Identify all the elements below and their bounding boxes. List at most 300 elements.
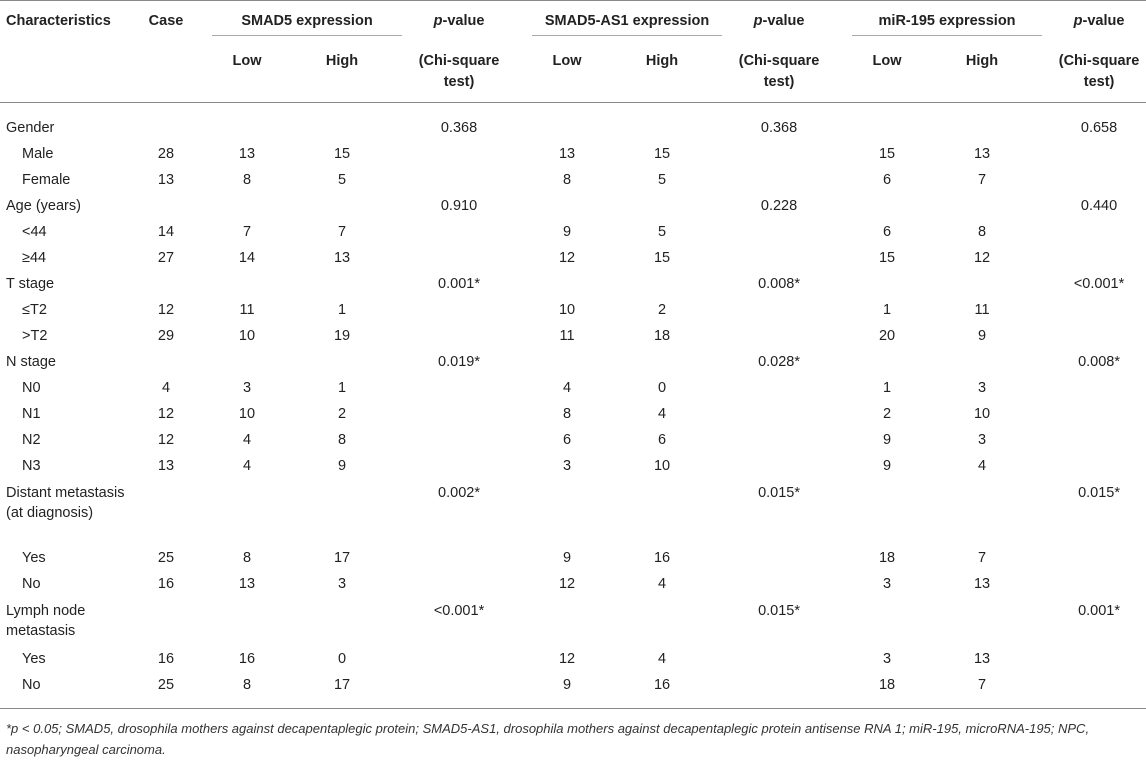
cell-s-low: 13: [238, 146, 256, 162]
cell-case: 4: [161, 380, 171, 396]
cell-s-high: 15: [333, 146, 351, 162]
row-label: Yes: [22, 550, 46, 566]
cell-s-low: 11: [239, 302, 255, 318]
spacer-cell: [836, 167, 852, 193]
rule-cell: [602, 698, 722, 709]
cell-m-high: 4: [978, 458, 987, 474]
cell-s-p: [402, 375, 516, 401]
spacer-cell: [516, 271, 532, 297]
spacer-cell: [196, 167, 212, 193]
cell-s-low: 16: [238, 651, 256, 667]
cell-a-p: [722, 323, 836, 349]
spacer-cell: [836, 427, 852, 453]
cell-m-low: 1: [882, 302, 892, 318]
cell-a-low: 8: [562, 406, 572, 422]
spacer-cell: [516, 427, 532, 453]
spacer-cell: [196, 103, 212, 142]
spacer-cell: [836, 323, 852, 349]
spacer-cell: [516, 245, 532, 271]
cell-m-low: 9: [882, 458, 892, 474]
cell-s-high: [282, 479, 402, 545]
cell-m-low: 3: [882, 651, 892, 667]
cell-s-high: 8: [337, 432, 347, 448]
cell-m-p: [1042, 167, 1146, 193]
table-row: [0, 427, 1146, 453]
cell-a-high: 0: [657, 380, 667, 396]
table-row: [0, 271, 1146, 297]
cell-a-high: 16: [653, 550, 671, 566]
spacer-cell: [516, 479, 532, 545]
cell-m-p: [1042, 375, 1146, 401]
cell-a-p: [722, 453, 836, 479]
cell-s-p: [402, 219, 516, 245]
spacer-cell: [196, 427, 212, 453]
cell-m-high: 11: [974, 302, 990, 318]
cell-a-low: 6: [562, 432, 572, 448]
bottom-rule: [0, 698, 1146, 709]
cell-m-p: 0.008*: [1078, 354, 1121, 370]
row-label: Yes: [22, 651, 46, 667]
cell-a-p: 0.008*: [758, 276, 800, 292]
spacer-cell: [516, 193, 532, 219]
cell-a-low: 4: [562, 380, 572, 396]
cell-a-high: 5: [657, 172, 667, 188]
cell-a-high: 4: [657, 406, 667, 422]
spacer-cell: [516, 571, 532, 597]
cell-a-low: 8: [562, 172, 572, 188]
rule-cell: [136, 698, 196, 709]
spacer-cell: [516, 545, 532, 571]
header-mir195-high: High: [922, 36, 1042, 103]
spacer-cell: [516, 401, 532, 427]
spacer-cell: [196, 141, 212, 167]
header-smad5-as1-low: Low: [532, 36, 602, 103]
cell-a-p: 0.368: [760, 120, 798, 136]
table-row: [0, 219, 1146, 245]
cell-s-high: [282, 597, 402, 646]
rule-cell: [196, 698, 212, 709]
cell-case: 12: [157, 406, 175, 422]
cell-m-low: 15: [878, 146, 896, 162]
spacer-cell: [836, 219, 852, 245]
cell-s-low: 8: [242, 550, 252, 566]
cell-s-high: [282, 349, 402, 375]
row-label: Age (years): [6, 198, 81, 214]
header-row-1: [0, 1, 1146, 36]
cell-m-low: 15: [878, 250, 896, 266]
cell-a-low: 13: [558, 146, 576, 162]
cell-m-low: [852, 103, 922, 142]
row-label: N3: [22, 458, 41, 474]
cell-s-high: [282, 271, 402, 297]
cell-s-low: [212, 193, 282, 219]
rule-cell: [922, 698, 1042, 709]
cell-m-high: 7: [978, 172, 987, 188]
cell-m-high: 7: [978, 550, 987, 566]
spacer-cell: [516, 141, 532, 167]
header-p-value-mir195: p-value: [1073, 13, 1125, 29]
rule-cell: [0, 698, 136, 709]
cell-s-low: 8: [242, 677, 252, 693]
cell-a-p: [722, 219, 836, 245]
cell-a-high: 2: [657, 302, 667, 318]
cell-s-low: 10: [238, 328, 256, 344]
cell-m-p: 0.658: [1080, 120, 1118, 136]
cell-m-p: <0.001*: [1073, 276, 1125, 292]
cell-case: 13: [157, 458, 175, 474]
cell-a-low: 11: [559, 328, 575, 344]
cell-case: 12: [157, 302, 175, 318]
cell-case: 16: [157, 651, 175, 667]
cell-s-low: 13: [238, 576, 256, 592]
table-row: [0, 167, 1146, 193]
cell-s-low: 7: [242, 224, 252, 240]
cell-m-low: [852, 479, 922, 545]
cell-a-p: 0.015*: [758, 603, 800, 619]
header-p-value-smad5: p-value: [433, 13, 485, 29]
cell-a-p: [722, 375, 836, 401]
cell-s-p: [402, 167, 516, 193]
cell-a-p: [722, 141, 836, 167]
table-row: [0, 103, 1146, 142]
spacer-cell: [836, 245, 852, 271]
table-row: [0, 375, 1146, 401]
cell-m-high: 10: [973, 406, 991, 422]
cell-a-high: 6: [657, 432, 667, 448]
cell-a-high: 15: [653, 146, 671, 162]
table-row: [0, 323, 1146, 349]
row-label: N2: [22, 432, 41, 448]
cell-a-high: [602, 597, 722, 646]
spacer-cell: [836, 571, 852, 597]
cell-s-high: 17: [333, 550, 351, 566]
spacer-cell: [836, 545, 852, 571]
spacer-cell: [516, 672, 532, 698]
spacer-cell: [516, 167, 532, 193]
cell-s-high: 3: [337, 576, 347, 592]
spacer-cell: [196, 271, 212, 297]
cell-m-high: [922, 349, 1042, 375]
cell-s-low: [212, 597, 282, 646]
spacer-cell: [516, 453, 532, 479]
rule-cell: [722, 698, 836, 709]
spacer-cell: [196, 646, 212, 672]
cell-a-p: 0.028*: [758, 354, 800, 370]
cell-s-low: 4: [242, 458, 252, 474]
rule-cell: [402, 698, 516, 709]
cell-case: [136, 271, 196, 297]
row-label: N0: [22, 380, 41, 396]
cell-s-p: [402, 545, 516, 571]
cell-s-p: [402, 646, 516, 672]
cell-m-p: [1042, 219, 1146, 245]
header-smad5-as1-high: High: [602, 36, 722, 103]
table-row: [0, 479, 1146, 545]
cell-a-low: 12: [558, 651, 576, 667]
header-mir195-expression: miR-195 expression: [852, 1, 1042, 36]
cell-m-p: [1042, 571, 1146, 597]
cell-m-high: [922, 271, 1042, 297]
spacer-cell: [836, 646, 852, 672]
cell-m-p: [1042, 672, 1146, 698]
cell-a-low: 12: [558, 250, 576, 266]
spacer-cell: [516, 597, 532, 646]
header-characteristics: Characteristics: [6, 13, 111, 29]
cell-s-p: 0.001*: [438, 276, 480, 292]
header-p-value-smad5-as1: p-value: [753, 13, 805, 29]
cell-case: [136, 103, 196, 142]
spacer-cell: [196, 479, 212, 545]
table-row: [0, 141, 1146, 167]
spacer-cell: [196, 401, 212, 427]
cell-case: 25: [157, 550, 175, 566]
cell-m-p: [1042, 323, 1146, 349]
row-label: N stage: [6, 354, 56, 370]
cell-m-high: [922, 597, 1042, 646]
cell-a-low: 9: [562, 550, 572, 566]
cell-a-high: 10: [653, 458, 671, 474]
cell-m-high: [922, 479, 1042, 545]
spacer-cell: [836, 453, 852, 479]
cell-s-low: 10: [238, 406, 256, 422]
cell-case: 16: [157, 576, 175, 592]
spacer-cell: [836, 401, 852, 427]
spacer-cell: [836, 297, 852, 323]
table-row: [0, 349, 1146, 375]
cell-m-high: 13: [973, 146, 991, 162]
cell-a-low: [532, 597, 602, 646]
spacer-cell: [196, 453, 212, 479]
spacer-cell: [836, 597, 852, 646]
cell-m-low: 3: [882, 576, 892, 592]
cell-a-p: [722, 571, 836, 597]
cell-a-p: [722, 297, 836, 323]
cell-s-low: [212, 103, 282, 142]
spacer-cell: [836, 479, 852, 545]
cell-s-low: 3: [242, 380, 252, 396]
table-footnote: [6, 718, 1136, 760]
cell-s-high: 2: [337, 406, 347, 422]
cell-s-p: [402, 297, 516, 323]
header-smad5-as1-chi-square: (Chi-square test): [722, 36, 836, 103]
cell-s-high: 0: [337, 651, 347, 667]
spacer-cell: [196, 672, 212, 698]
spacer-cell: [196, 219, 212, 245]
spacer-cell: [516, 646, 532, 672]
spacer-cell: [836, 141, 852, 167]
cell-m-high: 12: [973, 250, 991, 266]
cell-s-low: 8: [242, 172, 252, 188]
spacer-cell: [196, 297, 212, 323]
cell-m-low: 1: [882, 380, 892, 396]
cell-s-high: 1: [337, 380, 347, 396]
cell-a-high: [602, 103, 722, 142]
spacer-cell: [196, 349, 212, 375]
cell-s-low: [212, 349, 282, 375]
cell-s-low: 14: [238, 250, 256, 266]
cell-m-low: 18: [878, 550, 896, 566]
cell-case: 29: [157, 328, 175, 344]
cell-m-p: [1042, 245, 1146, 271]
row-label: Distant metastasis (at diagnosis): [6, 485, 125, 521]
cell-s-high: 1: [337, 302, 347, 318]
cell-s-p: [402, 427, 516, 453]
rule-cell: [516, 698, 532, 709]
header-smad5-high: High: [282, 36, 402, 103]
rule-cell: [282, 698, 402, 709]
rule-cell: [1042, 698, 1146, 709]
cell-s-low: 4: [242, 432, 252, 448]
cell-m-p: [1042, 297, 1146, 323]
spacer-cell: [196, 375, 212, 401]
spacer-cell: [516, 297, 532, 323]
row-label: Male: [22, 146, 54, 162]
spacer-cell: [196, 245, 212, 271]
cell-a-low: [532, 271, 602, 297]
cell-a-p: [722, 672, 836, 698]
cell-a-low: [532, 193, 602, 219]
cell-m-high: 3: [978, 432, 987, 448]
cell-a-p: [722, 545, 836, 571]
cell-a-high: 4: [657, 651, 667, 667]
cell-m-p: [1042, 545, 1146, 571]
cell-a-p: [722, 427, 836, 453]
cell-m-low: 18: [878, 677, 896, 693]
cell-a-low: 10: [558, 302, 576, 318]
cell-s-p: 0.019*: [438, 354, 480, 370]
row-label: <44: [22, 224, 47, 240]
cell-m-high: [922, 103, 1042, 142]
cell-s-p: [402, 245, 516, 271]
cell-a-low: [532, 349, 602, 375]
row-label: T stage: [6, 276, 55, 292]
cell-s-p: 0.368: [440, 120, 478, 136]
cell-a-high: [602, 479, 722, 545]
cell-s-low: [212, 479, 282, 545]
cell-a-low: 9: [562, 677, 572, 693]
row-label: Female: [22, 172, 71, 188]
cell-m-high: 13: [973, 651, 991, 667]
spacer-cell: [836, 271, 852, 297]
spacer-cell: [516, 103, 532, 142]
cell-case: 14: [157, 224, 175, 240]
cell-s-p: [402, 323, 516, 349]
cell-a-low: [532, 103, 602, 142]
cell-a-high: [602, 271, 722, 297]
row-label: >T2: [22, 328, 48, 344]
header-smad5-chi-square: (Chi-square test): [402, 36, 516, 103]
header-case: Case: [148, 13, 184, 29]
cell-case: [136, 479, 196, 545]
spacer-cell: [836, 103, 852, 142]
rule-cell: [836, 698, 852, 709]
cell-s-p: 0.002*: [438, 485, 480, 501]
cell-s-high: 5: [337, 172, 347, 188]
table-row: [0, 245, 1146, 271]
cell-case: 12: [157, 432, 175, 448]
cell-s-high: [282, 103, 402, 142]
cell-m-high: 9: [978, 328, 987, 344]
cell-case: [136, 597, 196, 646]
row-label: No: [22, 677, 41, 693]
cell-m-p: 0.015*: [1078, 485, 1121, 501]
row-label: Gender: [6, 120, 55, 136]
cell-m-low: 6: [882, 224, 892, 240]
spacer-cell: [516, 375, 532, 401]
cell-m-low: [852, 271, 922, 297]
header-smad5-as1-expression: SMAD5-AS1 expression: [532, 1, 722, 36]
cell-s-high: 9: [337, 458, 347, 474]
row-label: No: [22, 576, 41, 592]
cell-m-p: [1042, 141, 1146, 167]
cell-case: 27: [157, 250, 175, 266]
cell-s-p: [402, 401, 516, 427]
cell-m-p: [1042, 401, 1146, 427]
header-mir195-low: Low: [852, 36, 922, 103]
spacer-cell: [516, 219, 532, 245]
cell-a-p: [722, 167, 836, 193]
table-row: [0, 545, 1146, 571]
cell-a-low: 9: [562, 224, 572, 240]
cell-a-high: 4: [657, 576, 667, 592]
cell-a-high: 5: [657, 224, 667, 240]
cell-a-low: 3: [562, 458, 572, 474]
cell-s-high: [282, 193, 402, 219]
cell-m-high: 13: [973, 576, 991, 592]
cell-m-high: 7: [978, 677, 987, 693]
cell-m-low: 20: [878, 328, 896, 344]
cell-a-high: 18: [653, 328, 671, 344]
cell-m-p: [1042, 427, 1146, 453]
cell-m-p: [1042, 646, 1146, 672]
header-mir195-chi-square: (Chi-square test): [1042, 36, 1146, 103]
cell-m-low: 9: [882, 432, 892, 448]
cell-m-low: 2: [882, 406, 892, 422]
cell-a-p: 0.015*: [758, 485, 800, 501]
cell-m-high: 8: [978, 224, 987, 240]
cell-a-p: [722, 646, 836, 672]
cell-m-p: 0.001*: [1078, 603, 1121, 619]
cell-m-low: 6: [882, 172, 892, 188]
cell-s-high: 7: [337, 224, 347, 240]
row-label: N1: [22, 406, 41, 422]
cell-m-p: 0.440: [1080, 198, 1118, 214]
table-body: [0, 103, 1146, 709]
cell-case: 25: [157, 677, 175, 693]
cell-case: 13: [157, 172, 175, 188]
cell-a-p: 0.228: [760, 198, 798, 214]
row-label: Lymph node metastasis: [6, 603, 86, 639]
cell-a-low: [532, 479, 602, 545]
cell-s-p: [402, 141, 516, 167]
cell-m-high: [922, 193, 1042, 219]
cell-case: [136, 193, 196, 219]
cell-a-low: 12: [558, 576, 576, 592]
spacer-cell: [196, 323, 212, 349]
cell-s-p: [402, 571, 516, 597]
header-row-2: [0, 36, 1146, 103]
footnote-text: *p < 0.05; SMAD5, drosophila mothers against decapentaplegic protein; SMAD5-AS1, drosophila mothers against decapentaplegic protein antisense RNA 1; miR-195, microRNA-195; NPC, nasopharyngeal carcinoma.: [6, 721, 1090, 757]
cell-m-low: [852, 597, 922, 646]
table-row: [0, 193, 1146, 219]
cell-a-p: [722, 245, 836, 271]
spacer-cell: [836, 672, 852, 698]
rule-cell: [212, 698, 282, 709]
table-row: [0, 646, 1146, 672]
cell-a-high: [602, 193, 722, 219]
cell-s-p: 0.910: [440, 198, 478, 214]
spacer-cell: [516, 349, 532, 375]
